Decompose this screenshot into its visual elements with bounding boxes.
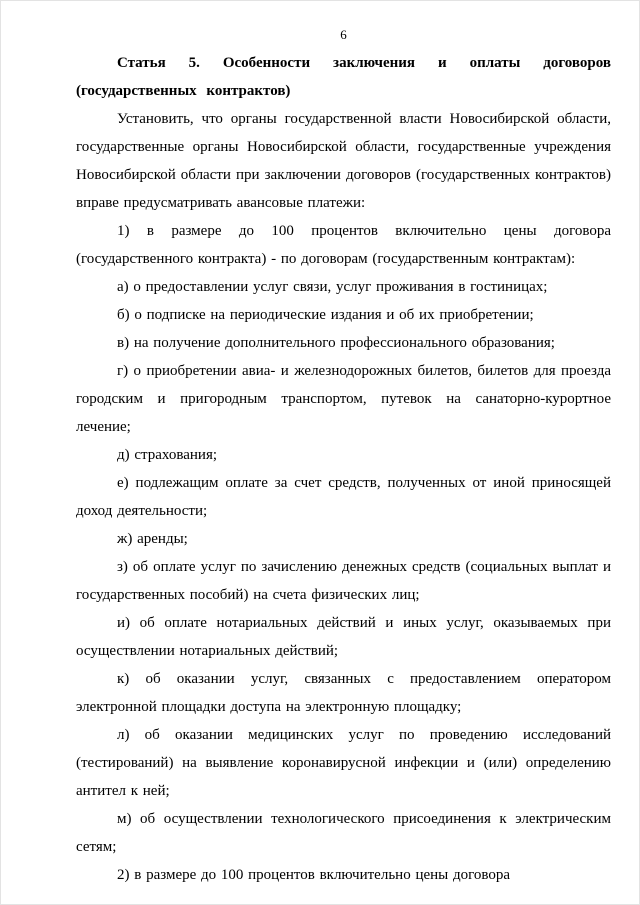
paragraph: Установить, что органы государственной власти Новосибирской области, государственные органы Новосибирской области, государственные учреждения Новосибирской области при заключении договоров (государственных контрактов) вправе предусматривать авансовые платежи: [76, 111, 611, 211]
paragraph: и) об оплате нотариальных действий и иных услуг, оказываемых при осуществлении нотариальных действий; [76, 615, 611, 659]
paragraph: г) о приобретении авиа- и железнодорожных билетов, билетов для проезда городским и пригородным транспортом, путевок на санаторно-курортное лечение; [76, 363, 611, 435]
document-body [76, 49, 611, 889]
paragraph: 2) в размере до 100 процентов включительно цены договора [117, 867, 511, 883]
paragraph: л) об оказании медицинских услуг по проведению исследований (тестирований) на выявление коронавирусной инфекции и (или) определению антител к ней; [76, 727, 611, 799]
paragraph: в) на получение дополнительного профессионального образования; [117, 335, 555, 351]
paragraph: д) страхования; [117, 447, 218, 463]
paragraph: м) об осуществлении технологического присоединения к электрическим сетям; [76, 811, 611, 855]
paragraph: ж) аренды; [117, 531, 188, 547]
paragraph: а) о предоставлении услуг связи, услуг проживания в гостиницах; [117, 279, 548, 295]
paragraph: з) об оплате услуг по зачислению денежных средств (социальных выплат и государственных пособий) на счета физических лиц; [76, 559, 611, 603]
paragraph: к) об оказании услуг, связанных с предоставлением оператором электронной площадки доступа на электронную площадку; [76, 671, 611, 715]
paragraph: е) подлежащим оплате за счет средств, полученных от иной приносящей доход деятельности; [76, 475, 611, 519]
page-number: 6 [340, 27, 347, 42]
paragraph: б) о подписке на периодические издания и об их приобретении; [117, 307, 534, 323]
article-heading: Статья 5. Особенности заключения и оплаты договоров (государственных контрактов) [76, 55, 611, 99]
paragraph: 1) в размере до 100 процентов включительно цены договора (государственного контракта) - по договорам (государственным контрактам): [76, 223, 611, 267]
